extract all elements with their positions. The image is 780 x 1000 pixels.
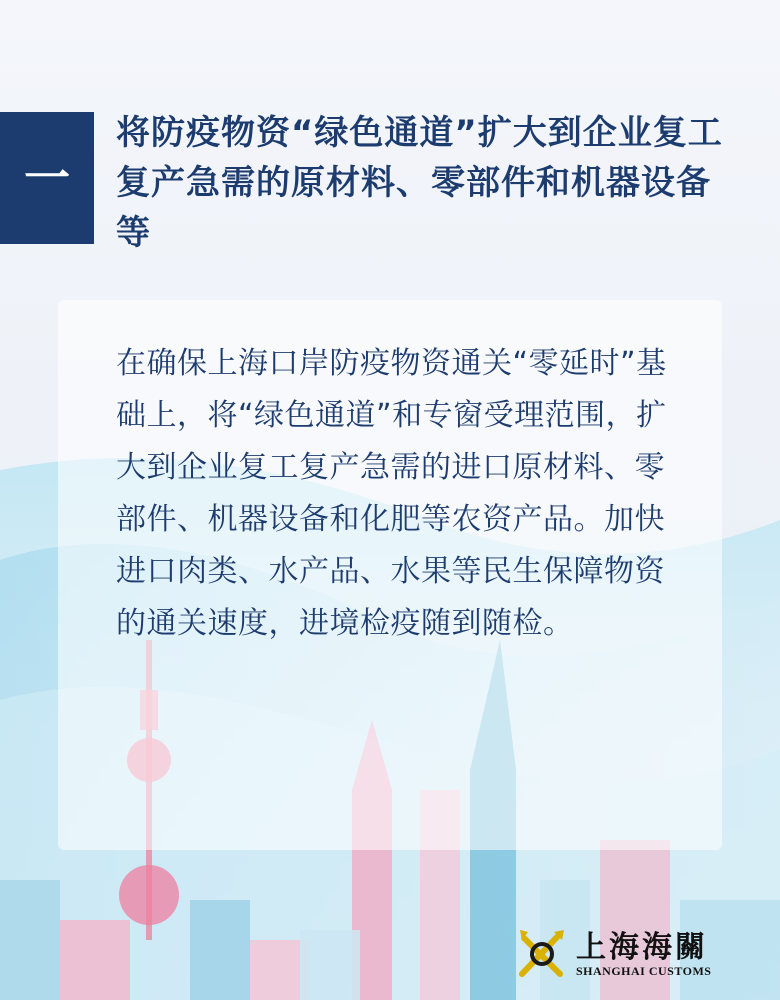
logo-name-cn: 上海海關	[576, 930, 708, 965]
logo-name-en: SHANGHAI CUSTOMS	[576, 964, 712, 978]
section-title: 将防疫物资“绿色通道”扩大到企业复工复产急需的原材料、零部件和机器设备等	[116, 113, 723, 253]
section-number: 一	[24, 151, 70, 205]
body-paragraph: 在确保上海口岸防疫物资通关“零延时”基础上，将“绿色通道”和专窗受理范围，扩大到企业复工复产急需的进口原材料、零部件、机器设备和化肥等农资产品。加快进口肉类、水产品、水果等民生保障物资的通关速度，进境检疫随到随检。	[116, 346, 667, 641]
customs-emblem-icon	[514, 926, 570, 982]
section-number-badge	[0, 112, 94, 244]
shanghai-customs-logo	[514, 922, 734, 986]
